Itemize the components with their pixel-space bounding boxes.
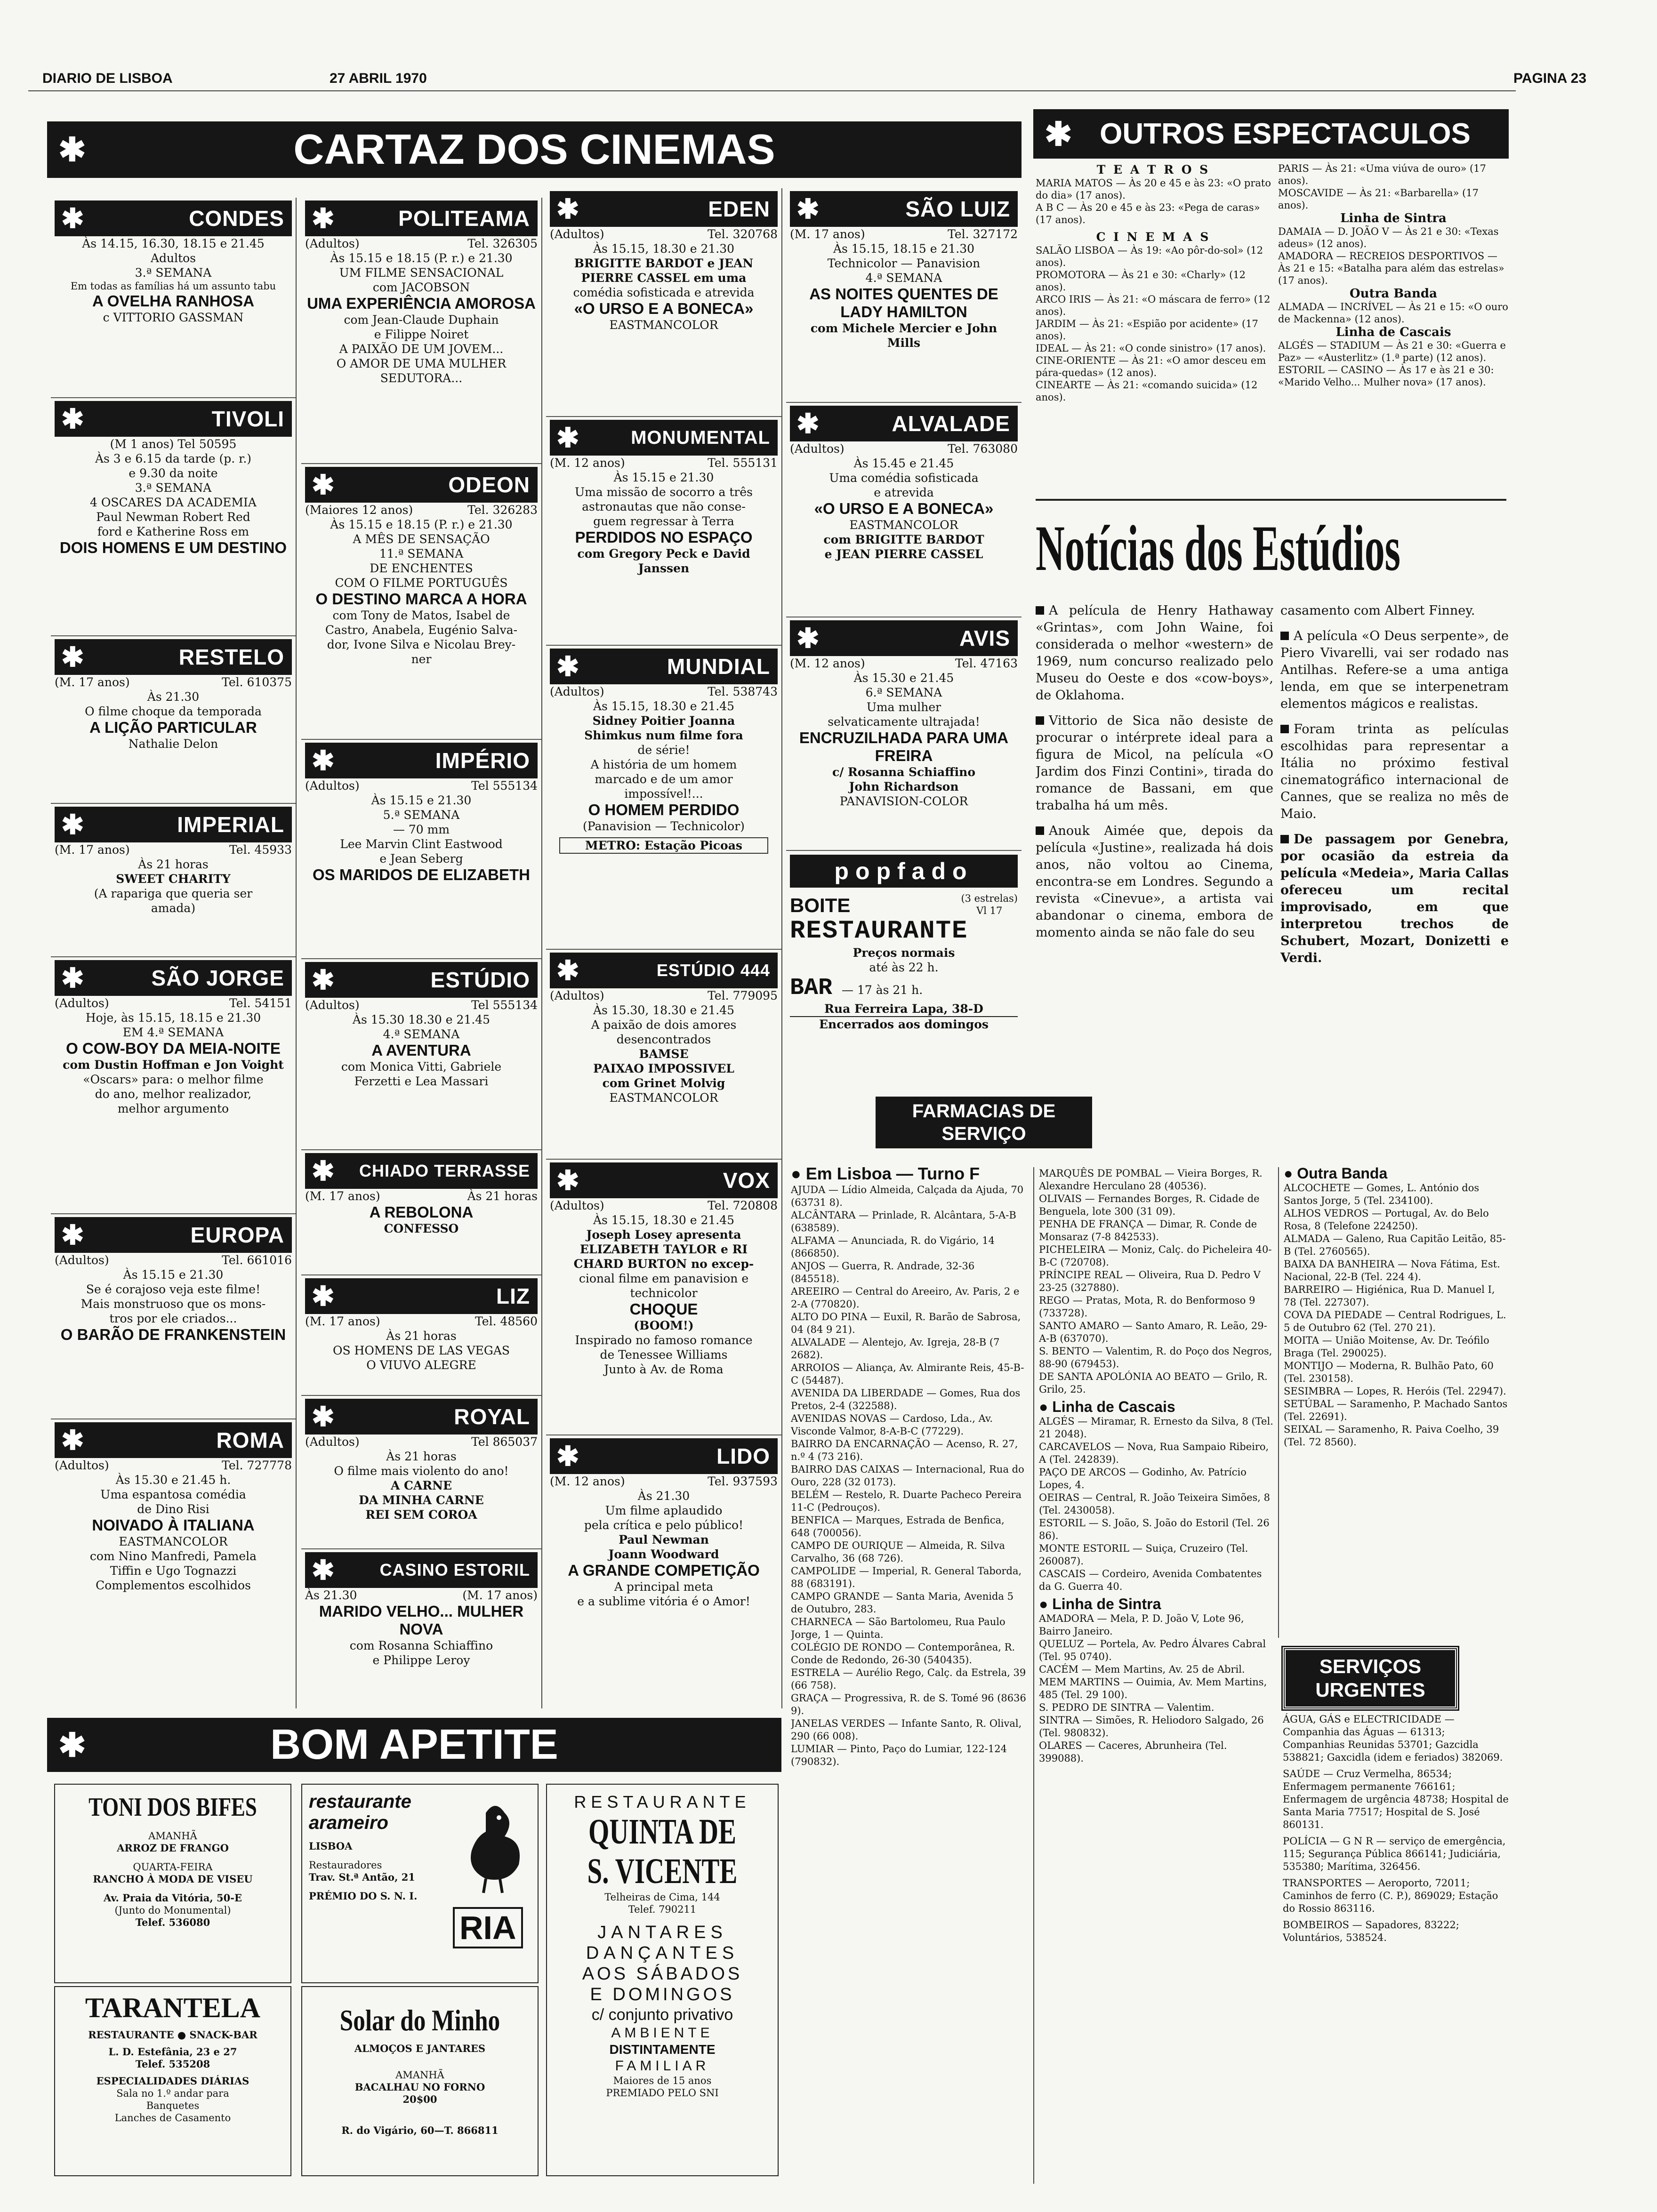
pharmacy-item: ALMADA — Galeno, Rua Capitão Leitão, 85-B (Tel. 2760565).	[1284, 1233, 1506, 1257]
farmacias-title: FARMACIAS DE SERVIÇO	[876, 1097, 1092, 1148]
cinema-vox: ✱ VOX (Adultos) Tel. 720808 Às 15.15, 18.30 e 21.45 Joseph Losey apresenta ELIZABETH TAYLOR e RI CHARD BURTON no excep- cional filme em panavision e technicolor CHOQUE (BOOM!) Inspirado no famoso romance de Tenessee Williams Junto à Av. de Roma	[546, 1160, 781, 1435]
cinema-imperio: ✱ IMPÉRIO (Adultos) Tel 555134 Às 15.15 e 21.30 5.ª SEMANA — 70 mm Lee Marvin Clint Eastwood e Jean Seberg OS MARIDOS DE ELIZABETH	[301, 740, 541, 959]
rooster-icon	[458, 1799, 528, 1898]
masthead-rule	[28, 90, 1516, 91]
cinema-column-2	[301, 198, 542, 1708]
cinema-list-item: SALÃO LISBOA — Às 19: «Ao pôr-do-sol» (12 anos).	[1036, 245, 1263, 268]
asterisk-icon: ✱	[312, 470, 335, 500]
asterisk-icon: ✱	[556, 955, 580, 986]
bom-apetite-banner: ✱ BOM APETITE	[47, 1718, 781, 1772]
bullet-square-icon	[1036, 716, 1044, 725]
cinema-list-item: CINE-ORIENTE — Às 21: «O amor desceu em pára-quedas» (12 anos).	[1036, 355, 1266, 378]
pharmacy-item: MOITA — União Moitense, Av. Dr. Teófilo Braga (Tel. 290025).	[1284, 1335, 1489, 1359]
teatros-title: T E A T R O S	[1096, 163, 1210, 176]
ad-quinta-de-s-vicente: RESTAURANTE QUINTA DE S. VICENTE Telheiras de Cima, 144 Telef. 790211 JANTARES DANÇANTES AOS SÁBADOS E DOMINGOS c/ conjunto privativo AMBIENTE DISTINTAMENTE FAMILIAR Maiores de 15 anos PREMIADO PELO SNI	[546, 1784, 779, 2176]
pharmacy-item: PICHELEIRA — Moniz, Calç. do Picheleira 40-B-C (720708).	[1039, 1244, 1272, 1268]
asterisk-icon: ✱	[1045, 115, 1072, 152]
asterisk-icon: ✱	[312, 1156, 335, 1186]
pharmacy-item: BARREIRO — Higiénica, Rua D. Manuel I, 78 (Tel. 227307).	[1284, 1284, 1495, 1308]
pharmacy-item: CHARNECA — São Bartolomeu, Rua Paulo Jorge, 1 — Quinta.	[791, 1616, 1005, 1640]
pharmacy-item: DE SANTA APOLÓNIA AO BEATO — Grilo, R. Grilo, 25.	[1039, 1371, 1268, 1395]
asterisk-icon: ✱	[312, 1555, 335, 1586]
paper-name: DIARIO DE LISBOA	[42, 71, 173, 86]
cinemas-banner: ✱ CARTAZ DOS CINEMAS	[47, 121, 1022, 178]
pharmacy-item: AVENIDA DA LIBERDADE — Gomes, Rua dos Pretos, 2-4 (322588).	[791, 1387, 1021, 1411]
pharmacy-item: LUMIAR — Pinto, Paço do Lumiar, 122-124 (790832).	[791, 1743, 1007, 1767]
bullet-square-icon	[1036, 606, 1044, 615]
outros-right-column: PARIS — Às 21: «Uma viúva de ouro» (17 anos). MOSCAVIDE — Às 21: «Barbarella» (17 anos). Linha de Sintra DAMAIA — D. JOÃO V — Às 21 e 30: «Texas adeus» (12 anos). AMADORA — RECREIOS DESPORTIVOS — Às 21 e 15: «Batalha para além das estrelas» (17 anos). Outra Banda ALMADA — INCRÍVEL — Às 21 e 15: «O ouro de Mackenna» (12 anos). Linha de Cascais ALGÉS — STADIUM — Às 21 e 30: «Guerra e Paz» — «Austerlitz» (1.ª parte) (12 anos). ESTORIL — CASINO — Às 17 e às 21 e 30: «Marido Velho... Mulher nova» (17 anos).	[1278, 163, 1508, 388]
asterisk-icon: ✱	[61, 642, 85, 673]
pharmacy-item: ALCÂNTARA — Prinlade, R. Alcântara, 5-A-B (638589).	[791, 1210, 1016, 1234]
pharmacy-item: AREEIRO — Central do Areeiro, Av. Paris, 2 e 2-A (770820).	[791, 1286, 1020, 1310]
cinema-list-item: JARDIM — Às 21: «Espião por acidente» (17 anos).	[1036, 318, 1258, 342]
cinema-monumental: ✱ MONUMENTAL (M. 12 anos) Tel. 555131 Às 15.15 e 21.30 Uma missão de socorro a três astronautas que não conse- guem regressar à Terra PERDIDOS NO ESPAÇO com Gregory Peck e David Janssen	[546, 417, 781, 646]
pharmacy-item: BAIRRO DAS CAIXAS — Internacional, Rua do Ouro, 228 (32 0173).	[791, 1464, 1024, 1488]
pharmacy-item: OEIRAS — Central, R. João Teixeira Simões, 8 (Tel. 2430058).	[1039, 1492, 1271, 1516]
cinema-column-1	[51, 198, 297, 1708]
bullet-square-icon	[1280, 835, 1289, 843]
pharmacy-item: ANJOS — Guerra, R. Andrade, 32-36 (845518).	[791, 1260, 975, 1284]
pharmacy-item: QUELUZ — Portela, Av. Pedro Álvares Cabral (Tel. 95 0740).	[1039, 1638, 1266, 1662]
pharmacy-item: MEM MARTINS — Ouimia, Av. Mem Martins, 485 (Tel. 29 100).	[1039, 1676, 1267, 1700]
asterisk-icon: ✱	[61, 1425, 85, 1456]
asterisk-icon: ✱	[58, 131, 86, 168]
metro-note: METRO: Estação Picoas	[559, 837, 768, 854]
ad-solar-do-minho: Solar do Minho ALMOÇOS E JANTARES AMANHÃ BACALHAU NO FORNO 20$00 R. do Vigário, 60—T. 866811	[301, 1986, 539, 2176]
asterisk-icon: ✱	[312, 1402, 335, 1432]
service-item: SAÚDE — Cruz Vermelha, 86534; Enfermagem permanente 766161; Enfermagem de urgência 48738; Hospital de Santa Maria 77517; Hospital de S. José 860131.	[1283, 1768, 1509, 1830]
asterisk-icon: ✱	[312, 1281, 335, 1312]
cinema-list-item: PROMOTORA — Às 21 e 30: «Charly» (12 anos).	[1036, 269, 1246, 293]
asterisk-icon: ✱	[58, 1726, 86, 1763]
pharmacy-item: REGO — Pratas, Mota, R. do Benformoso 9 (733728).	[1039, 1295, 1255, 1319]
cinema-list-item: IDEAL — Às 21: «O conde sinistro» (17 anos).	[1036, 343, 1266, 354]
asterisk-icon: ✱	[61, 1220, 85, 1250]
cinema-list-item: CINEARTE — Às 21: «comando suicida» (12 anos).	[1036, 379, 1258, 403]
pharmacy-item: SEIXAL — Saramenho, R. Paiva Coelho, 39 (Tel. 72 8560).	[1284, 1424, 1499, 1448]
asterisk-icon: ✱	[61, 963, 85, 994]
cinema-alvalade: ✱ ALVALADE (Adultos) Tel. 763080 Às 15.45 e 21.45 Uma comédia sofisticada e atrevida «O URSO E A BONECA» EASTMANCOLOR com BRIGITTE BARDOT e JEAN PIERRE CASSEL	[786, 403, 1022, 617]
pharmacy-item: ESTRELA — Aurélio Rego, Calç. da Estrela, 39 (66 758).	[791, 1667, 1026, 1691]
asterisk-icon: ✱	[556, 1441, 580, 1472]
pharmacy-item: COVA DA PIEDADE — Central Rodrigues, L. 5 de Outubro 62 (Tel. 270 21).	[1284, 1309, 1506, 1333]
cinema-roma: ✱ ROMA (Adultos) Tel. 727778 Às 15.30 e 21.45 h. Uma espantosa comédia de Dino Risi NOIVADO À ITALIANA EASTMANCOLOR com Nino Manfredi, Pamela Tiffin e Ugo Tognazzi Complementos escolhidos	[51, 1419, 296, 1628]
cinema-condes: ✱ CONDES Às 14.15, 16.30, 18.15 e 21.45 Adultos 3.ª SEMANA Em todas as famílias há um assunto tabu A OVELHA RANHOSA c VITTORIO GASSMAN	[51, 198, 296, 398]
pharmacy-item: AMADORA — Mela, P. D. João V, Lote 96, Bairro Janeiro.	[1039, 1613, 1244, 1637]
bullet-dot-icon: ●	[1039, 1398, 1048, 1415]
pharmacy-item: AVENIDAS NOVAS — Cardoso, Lda., Av. Visconde Valmor, 8-A-B-C (77229).	[791, 1413, 993, 1437]
bullet-dot-icon: ●	[1284, 1167, 1293, 1182]
pharmacy-item: CACÉM — Mem Martins, Av. 25 de Abril.	[1039, 1664, 1245, 1675]
ad-toni-dos-bifes: TONI DOS BIFES AMANHÃ ARROZ DE FRANGO QUARTA-FEIRA RANCHO À MODA DE VISEU Av. Praia da Vitória, 50-E (Junto do Monumental) Telef. 536080	[54, 1784, 291, 1983]
pharmacy-item: PENHA DE FRANÇA — Dimar, R. Conde de Monsaraz (7-8 842533).	[1039, 1218, 1257, 1242]
bullet-square-icon	[1036, 826, 1044, 835]
pharmacy-item: SETÚBAL — Saramenho, P. Machado Santos (Tel. 22691).	[1284, 1398, 1508, 1422]
asterisk-icon: ✱	[312, 745, 335, 776]
cinema-liz: ✱ LIZ (M. 17 anos) Tel. 48560 Às 21 horas OS HOMENS DE LAS VEGAS O VIUVO ALEGRE	[301, 1275, 541, 1396]
service-item: BOMBEIROS — Sapadores, 83222; Voluntários, 538524.	[1283, 1919, 1459, 1943]
farmacias-lisboa: ● Em Lisboa — Turno F AJUDA — Lídio Almeida, Calçada da Ajuda, 70 (63731 8). ALCÂNTARA — Prinlade, R. Alcântara, 5-A-B (638589). ALFAMA — Anunciada, R. do Vigário, 14 (866850). ANJOS — Guerra, R. Andrade, 32-36 (845518). AREEIRO — Central do Areeiro, Av. Paris, 2 e 2-A (770820). ALTO DO PINA — Euxil, R. Barão de Sabrosa, 04 (84 9 21). ALVALADE — Alentejo, Av. Igreja, 28-B (7 2682). ARROIOS — Aliança, Av. Almirante Reis, 45-B-C (54487). AVENIDA DA LIBERDADE — Gomes, Rua dos Pretos, 2-4 (322588). AVENIDAS NOVAS — Cardoso, Lda., Av. Visconde Valmor, 8-A-B-C (77229). BAIRRO DA ENCARNAÇÃO — Acenso, R. 27, n.º 4 (73 216). BAIRRO DAS CAIXAS — Internacional, Rua do Ouro, 228 (32 0173). BELÉM — Restelo, R. Duarte Pacheco Pereira 11-C (Pedrouços). BENFICA — Marques, Estrada de Benfica, 648 (700056). CAMPO DE OURIQUE — Almeida, R. Silva Carvalho, 36 (68 726). CAMPOLIDE — Imperial, R. General Taborda, 88 (683191). CAMPO GRANDE — Santa Maria, Avenida 5 de Outubro, 283. CHARNECA — São Bartolomeu, Rua Paulo Jorge, 1 — Quinta. COLÉGIO DE RONDO — Contemporânea, R. Conde de Redondo, 26-30 (540435). ESTRELA — Aurélio Rego, Calç. da Estrela, 39 (66 758). GRAÇA — Progressiva, R. de S. Tomé 96 (8636 9). JANELAS VERDES — Infante Santo, R. Olival, 290 (66 008). LUMIAR — Pinto, Paço do Lumiar, 122-124 (790832).	[791, 1167, 1026, 2184]
cinema-europa: ✱ EUROPA (Adultos) Tel. 661016 Às 15.15 e 21.30 Se é corajoso veja este filme! Mais monstruoso que os mons- tros por ele criados... O BARÃO DE FRANKENSTEIN	[51, 1214, 296, 1419]
asterisk-icon: ✱	[61, 203, 85, 234]
pharmacy-item: CAMPO GRANDE — Santa Maria, Avenida 5 de Outubro, 283.	[791, 1591, 1014, 1615]
bullet-dot-icon: ●	[791, 1167, 801, 1183]
pharmacy-item: ALGÉS — Miramar, R. Ernesto da Silva, 8 (Tel. 21 2048).	[1039, 1416, 1273, 1440]
noticias-heading: Notícias dos Estúdios	[1036, 513, 1400, 584]
cinema-restelo: ✱ RESTELO (M. 17 anos) Tel. 610375 Às 21.30 O filme choque da temporada A LIÇÃO PARTICULAR Nathalie Delon	[51, 636, 296, 804]
cinema-saoluiz: ✱ SÃO LUIZ (M. 17 anos) Tel. 327172 Às 15.15, 18.15 e 21.30 Technicolor — Panavision 4.ª SEMANA AS NOITES QUENTES DE LADY HAMILTON com Michele Mercier e John Mills	[786, 188, 1022, 403]
asterisk-icon: ✱	[796, 194, 820, 224]
cinema-avis: ✱ AVIS (M. 12 anos) Tel. 47163 Às 15.30 e 21.45 6.ª SEMANA Uma mulher selvaticamente ultrajada! ENCRUZILHADA PARA UMA FREIRA c/ Rosanna Schiaffino John Richardson PANAVISION-COLOR	[786, 617, 1022, 851]
bullet-square-icon	[1280, 632, 1289, 640]
ad-arameiro: restaurante arameiro LISBOA Restauradores Trav. St.ª Antão, 21 PRÉMIO DO S. N. I. RIA	[301, 1784, 539, 1983]
pharmacy-item: ALCOCHETE — Gomes, L. António dos Santos Jorge, 5 (Tel. 234100).	[1284, 1182, 1480, 1206]
pharmacy-item: SANTO AMARO — Santo Amaro, R. Leão, 29-A-B (637070).	[1039, 1320, 1267, 1344]
pharmacy-item: PAÇO DE ARCOS — Godinho, Av. Patrício Lopes, 4.	[1039, 1467, 1247, 1491]
asterisk-icon: ✱	[312, 203, 335, 234]
asterisk-icon: ✱	[556, 651, 580, 682]
asterisk-icon: ✱	[312, 965, 335, 995]
ad-tarantela: TARANTELA RESTAURANTE ● SNACK-BAR L. D. Estefânia, 23 e 27 Telef. 535208 ESPECIALIDADES DIÁRIAS Sala no 1.º andar para Banquetes Lanches de Casamento	[54, 1986, 291, 2176]
farmacias-outra-banda: ● Outra Banda ALCOCHETE — Gomes, L. António dos Santos Jorge, 5 (Tel. 234100). ALHOS VEDROS — Portugal, Av. do Belo Rosa, 8 (Telefone 224250). ALMADA — Galeno, Rua Capitão Leitão, 85-B (Tel. 2760565). BAIXA DA BANHEIRA — Nova Fátima, Est. Nacional, 22-B (Tel. 224 4). BARREIRO — Higiénica, Rua D. Manuel I, 78 (Tel. 227307). COVA DA PIEDADE — Central Rodrigues, L. 5 de Outubro 62 (Tel. 270 21). MOITA — União Moitense, Av. Dr. Teófilo Braga (Tel. 290025). MONTIJO — Moderna, R. Bulhão Pato, 60 (Tel. 230158). SESIMBRA — Lopes, R. Heróis (Tel. 22947). SETÚBAL — Saramenho, P. Machado Santos (Tel. 22691). SEIXAL — Saramenho, R. Paiva Coelho, 39 (Tel. 72 8560).	[1278, 1167, 1509, 1638]
asterisk-icon: ✱	[61, 809, 85, 840]
cinema-odeon: ✱ ODEON (Maiores 12 anos) Tel. 326283 Às 15.15 e 18.15 (P. r.) e 21.30 A MÊS DE SENSAÇÃO 11.ª SEMANA DE ENCHENTES COM O FILME PORTUGUÊS O DESTINO MARCA A HORA com Tony de Matos, Isabel de Castro, Anabela, Eugénio Salva- dor, Ivone Silva e Nicolau Brey- ner	[301, 464, 541, 740]
outros-left-column	[1036, 162, 1271, 482]
servicos-title: SERVIÇOS URGENTES	[1283, 1647, 1458, 1709]
pharmacy-item: COLÉGIO DE RONDO — Contemporânea, R. Conde de Redondo, 26-30 (540435).	[791, 1642, 1015, 1666]
cinema-mundial: ✱ MUNDIAL (Adultos) Tel. 538743 Às 15.15, 18.30 e 21.45 Sidney Poitier Joanna Shimkus num filme fora de série! A história de um homem marcado e de um amor impossível!... O HOMEM PERDIDO (Panavision — Technicolor) METRO: Estação Picoas	[546, 646, 781, 950]
cinema-list-item: ARCO IRIS — Às 21: «O máscara de ferro» (12 anos).	[1036, 294, 1271, 317]
cinema-lido: ✱ LIDO (M. 12 anos) Tel. 937593 Às 21.30 Um filme aplaudido pela crítica e pelo público! Paul Newman Joann Woodward A GRANDE COMPETIÇÃO A principal meta e a sublime vitória é o Amor!	[546, 1435, 781, 1691]
teatro-item: MARIA MATOS — Às 20 e 45 e às 23: «O prato do dia» (17 anos).	[1036, 177, 1271, 201]
pharmacy-item: ALFAMA — Anunciada, R. do Vigário, 14 (866850).	[791, 1235, 995, 1259]
cinema-royal: ✱ ROYAL (Adultos) Tel 865037 Às 21 horas O filme mais violento do ano! A CARNE DA MINHA CARNE REI SEM COROA	[301, 1396, 541, 1549]
pharmacy-item: SESIMBRA — Lopes, R. Heróis (Tel. 22947).	[1284, 1386, 1506, 1397]
pharmacy-item: CAMPOLIDE — Imperial, R. General Taborda, 88 (683191).	[791, 1565, 1022, 1589]
bullet-square-icon	[1280, 725, 1289, 733]
bullet-dot-icon: ●	[1039, 1595, 1048, 1612]
pharmacy-item: S. PEDRO DE SINTRA — Valentim.	[1039, 1702, 1215, 1713]
cinema-imperial: ✱ IMPERIAL (M. 17 anos) Tel. 45933 Às 21 horas SWEET CHARITY (A rapariga que queria ser amada)	[51, 804, 296, 957]
pharmacy-item: CAMPO DE OURIQUE — Almeida, R. Silva Carvalho, 36 (68 726).	[791, 1540, 1005, 1564]
asterisk-icon: ✱	[61, 404, 85, 434]
popfado-ad: popfado BOITE (3 estrelas) Vl 17 RESTAURANTE Preços normais até às 22 h. BAR — 17 às 21 h. Rua Ferreira Lapa, 38-D Encerrados aos domingos	[786, 851, 1022, 1078]
service-item: ÁGUA, GÁS e ELECTRICIDADE — Companhia das Águas — 61313; Companhias Reunidas 53701; Gazcidla 538821; Gaxcidla (idem e feriados) 382069.	[1283, 1714, 1503, 1763]
asterisk-icon: ✱	[556, 194, 580, 224]
noticias-column-2: casamento com Albert Finney. A película «O Deus serpente», de Piero Vivarelli, vai ser rodado nas Antilhas. Refere-se a uma antiga lenda, em que se interpenetram elementos mágicos e realistas. Foram trinta as películas escolhidas para representar a Itália no próximo festival cinematográfico internacional de Cannes, que se realiza no mês de Maio. De passagem por Genebra, por ocasião da estreia da película «Medeia», Maria Callas ofereceu um recital improvisado, em que interpretou trechos de Schubert, Mozart, Donizetti e Verdi.	[1280, 603, 1509, 965]
service-item: POLÍCIA — G N R — serviço de emergência, 115; Segurança Pública 866141; Judiciária, 535380; Marítima, 326456.	[1283, 1835, 1506, 1872]
cinema-politeama: ✱ POLITEAMA (Adultos) Tel. 326305 Às 15.15 e 18.15 (P. r.) e 21.30 UM FILME SENSACIONAL com JACOBSON UMA EXPERIÊNCIA AMOROSA com Jean-Claude Duphain e Filippe Noiret A PAIXÃO DE UM JOVEM... O AMOR DE UMA MULHER SEDUTORA...	[301, 198, 541, 464]
pharmacy-item: ESTORIL — S. João, S. João do Estoril (Tel. 26 86).	[1039, 1517, 1270, 1541]
pharmacy-item: BAIRRO DA ENCARNAÇÃO — Acenso, R. 27, n.º 4 (73 216).	[791, 1438, 1018, 1462]
noticias-column-1: A película de Henry Hathaway «Grintas», com John Waine, foi considerada o melhor «western» de 1969, num concurso realizado pelo Museu do Oeste e dos «cow-boys», de Oklahoma. Vittorio de Sica não desiste de procurar o intérprete ideal para a figura de Micol, na película «O Jardim dos Finzi Contini», tirada do romance de Bassani, em que trabalha há um mês. Anouk Aimée que, depois da película «Justine», realizada há dois anos, não voltou ao Cinema, encontra-se em Londres. Segundo a revista «Cinevue», a artista vai abandonar o cinema, embora de momento ainda se não fale do seu	[1036, 603, 1273, 940]
notice-rule	[1036, 499, 1506, 501]
outros-banner: ✱ OUTROS ESPECTACULOS	[1033, 109, 1509, 159]
pharmacy-item: ARROIOS — Aliança, Av. Almirante Reis, 45-B-C (54487).	[791, 1362, 1024, 1386]
cinema-eden: ✱ EDEN (Adultos) Tel. 320768 Às 15.15, 18.30 e 21.30 BRIGITTE BARDOT e JEAN PIERRE CASSEL em uma comédia sofisticada e atrevida «O URSO E A BONECA» EASTMANCOLOR	[546, 188, 781, 417]
pharmacy-item: BENFICA — Marques, Estrada de Benfica, 648 (700056).	[791, 1515, 1005, 1539]
pharmacy-item: PRÍNCIPE REAL — Oliveira, Rua D. Pedro V 23-25 (327880).	[1039, 1269, 1261, 1293]
cinema-casino-estoril: ✱ CASINO ESTORIL Às 21.30 (M. 17 anos) MARIDO VELHO... MULHER NOVA com Rosanna Schiaffino e Philippe Leroy	[301, 1549, 541, 1708]
issue-date: 27 ABRIL 1970	[330, 71, 427, 86]
servicos-list	[1278, 1713, 1509, 2184]
pharmacy-item: BELÉM — Restelo, R. Duarte Pacheco Pereira 11-C (Pedrouços).	[791, 1489, 1022, 1513]
asterisk-icon: ✱	[796, 623, 820, 654]
pharmacy-item: S. BENTO — Valentim, R. do Poço dos Negros, 88-90 (679453).	[1039, 1346, 1272, 1370]
popfado-logo: popfado	[790, 855, 1018, 888]
pharmacy-item: BAIXA DA BANHEIRA — Nova Fátima, Est. Nacional, 22-B (Tel. 224 4).	[1284, 1258, 1500, 1282]
asterisk-icon: ✱	[796, 409, 820, 439]
cinema-estudio: ✱ ESTÚDIO (Adultos) Tel 555134 Às 15.30 18.30 e 21.45 4.ª SEMANA A AVENTURA com Monica Vitti, Gabriele Ferzetti e Lea Massari	[301, 959, 541, 1150]
pharmacy-item: OLIVAIS — Fernandes Borges, R. Cidade de Benguela, lote 300 (31 09).	[1039, 1193, 1260, 1217]
cinemas-list-title: C I N E M A S	[1096, 230, 1211, 244]
page-number: PAGINA 23	[1513, 71, 1587, 86]
asterisk-icon: ✱	[556, 423, 580, 453]
pharmacy-item: MONTE ESTORIL — Suiça, Cruzeiro (Tel. 260087).	[1039, 1543, 1248, 1567]
cinema-estudio-444: ✱ ESTÚDIO 444 (Adultos) Tel. 779095 Às 15.30, 18.30 e 21.45 A paixão de dois amores desencontrados BAMSE PAIXAO IMPOSSIVEL com Grinet Molvig EASTMANCOLOR	[546, 950, 781, 1160]
pharmacy-item: ALHOS VEDROS — Portugal, Av. do Belo Rosa, 8 (Telefone 224250).	[1284, 1208, 1489, 1232]
cinema-saojorge: ✱ SÃO JORGE (Adultos) Tel. 54151 Hoje, às 15.15, 18.15 e 21.30 EM 4.ª SEMANA O COW-BOY DA MEIA-NOITE com Dustin Hoffman e Jon Voight «Oscars» para: o melhor filme do ano, melhor realizador, melhor argumento	[51, 957, 296, 1214]
pharmacy-item: OLARES — Caceres, Abrunheira (Tel. 399088).	[1039, 1740, 1227, 1764]
cinema-column-3	[546, 188, 782, 1708]
service-item: TRANSPORTES — Aeroporto, 72011; Caminhos de ferro (C. P.), 869029; Estação do Rossio 863116.	[1283, 1877, 1498, 1914]
pharmacy-item: CARCAVELOS — Nova, Rua Sampaio Ribeiro, A (Tel. 242839).	[1039, 1441, 1269, 1465]
pharmacy-item: ALTO DO PINA — Euxil, R. Barão de Sabrosa, 04 (84 9 21).	[791, 1311, 1021, 1335]
asterisk-icon: ✱	[556, 1165, 580, 1196]
pharmacy-item: GRAÇA — Progressiva, R. de S. Tomé 96 (8636 9).	[791, 1692, 1026, 1716]
cinema-chiado: ✱ CHIADO TERRASSE (M. 17 anos) Às 21 horas A REBOLONA CONFESSO	[301, 1150, 541, 1275]
pharmacy-item: JANELAS VERDES — Infante Santo, R. Olival, 290 (66 008).	[791, 1718, 1022, 1742]
pharmacy-item: MONTIJO — Moderna, R. Bulhão Pato, 60 (Tel. 230158).	[1284, 1360, 1494, 1384]
cinema-column-4	[786, 188, 1022, 1078]
cinema-tivoli: ✱ TIVOLI (M 1 anos) Tel 50595 Às 3 e 6.15 da tarde (p. r.) e 9.30 da noite 3.ª SEMANA 4 OSCARES DA ACADEMIA Paul Newman Robert Red ford e Katherine Ross em DOIS HOMENS E UM DESTINO	[51, 398, 296, 636]
pharmacy-item: AJUDA — Lídio Almeida, Calçada da Ajuda, 70 (63731 8).	[791, 1184, 1024, 1208]
pharmacy-item: SINTRA — Simões, R. Heliodoro Salgado, 26 (Tel. 980832).	[1039, 1715, 1264, 1739]
pharmacy-item: ALVALADE — Alentejo, Av. Igreja, 28-B (7 2682).	[791, 1337, 1000, 1361]
pharmacy-item: CASCAIS — Cordeiro, Avenida Combatentes da G. Guerra 40.	[1039, 1568, 1262, 1592]
pharmacy-item: MARQUÊS DE POMBAL — Vieira Borges, R. Alexandre Herculano 28 (40536).	[1039, 1168, 1263, 1192]
teatro-item: A B C — Às 20 e 45 e às 23: «Pega de caras» (17 anos).	[1036, 202, 1260, 225]
farmacias-lines: MARQUÊS DE POMBAL — Vieira Borges, R. Alexandre Herculano 28 (40536). OLIVAIS — Fernandes Borges, R. Cidade de Benguela, lote 300 (31 09). PENHA DE FRANÇA — Dimar, R. Conde de Monsaraz (7-8 842533). PICHELEIRA — Moniz, Calç. do Picheleira 40-B-C (720708). PRÍNCIPE REAL — Oliveira, Rua D. Pedro V 23-25 (327880). REGO — Pratas, Mota, R. do Benformoso 9 (733728). SANTO AMARO — Santo Amaro, R. Leão, 29-A-B (637070). S. BENTO — Valentim, R. do Poço dos Negros, 88-90 (679453). DE SANTA APOLÓNIA AO BEATO — Grilo, R. Grilo, 25. ● Linha de Cascais ALGÉS — Miramar, R. Ernesto da Silva, 8 (Tel. 21 2048). CARCAVELOS — Nova, Rua Sampaio Ribeiro, A (Tel. 242839). PAÇO DE ARCOS — Godinho, Av. Patrício Lopes, 4. OEIRAS — Central, R. João Teixeira Simões, 8 (Tel. 2430058). ESTORIL — S. João, S. João do Estoril (Tel. 26 86). MONTE ESTORIL — Suiça, Cruzeiro (Tel. 260087). CASCAIS — Cordeiro, Avenida Combatentes da G. Guerra 40. ● Linha de Sintra AMADORA — Mela, P. D. João V, Lote 96, Bairro Janeiro. QUELUZ — Portela, Av. Pedro Álvares Cabral (Tel. 95 0740). CACÉM — Mem Martins, Av. 25 de Abril. MEM MARTINS — Ouimia, Av. Mem Martins, 485 (Tel. 29 100). S. PEDRO DE SINTRA — Valentim. SINTRA — Simões, R. Heliodoro Salgado, 26 (Tel. 980832). OLARES — Caceres, Abrunheira (Tel. 399088).	[1033, 1167, 1273, 2184]
